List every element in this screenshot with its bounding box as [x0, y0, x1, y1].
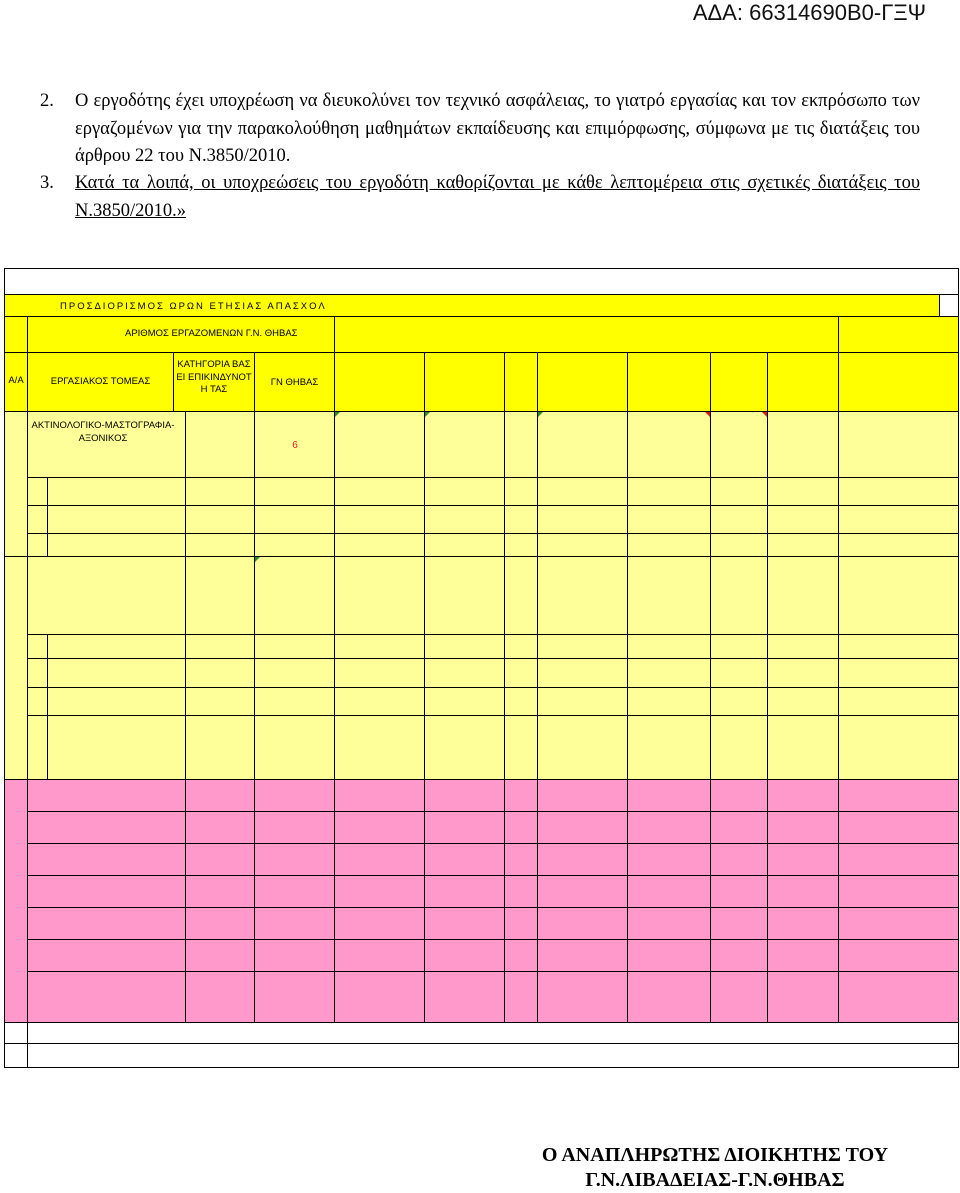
grid-line	[27, 533, 958, 534]
grid-line	[4, 268, 5, 1068]
grid-line	[4, 316, 958, 317]
comment-marker	[335, 412, 340, 417]
grid-line	[710, 352, 711, 1022]
row-sector: ΑΚΤΙΝΟΛΟΓΙΚΟ-ΜΑΣΤΟΓΡΑΦΙΑ-ΑΞΟΝΙΚΟΣ	[31, 420, 175, 444]
paragraph-text: Κατά τα λοιπά, οι υποχρεώσεις του εργοδότη καθορίζονται με κάθε λεπτομέρεια στις σχετικές διατάξεις του Ν.3850/2010.»	[75, 173, 920, 221]
grid-line	[27, 634, 958, 635]
grid-line	[27, 352, 28, 1067]
grid-line	[4, 294, 958, 295]
paragraph-number: 3.	[40, 173, 54, 193]
table-subtitle: ΑΡΙΘΜΟΣ ΕΡΓΑΖΟΜΕΝΩΝ Γ.Ν. ΘΗΒΑΣ	[125, 328, 298, 339]
grid-line	[47, 477, 48, 556]
comment-marker	[538, 412, 543, 417]
grid-line	[627, 352, 628, 1022]
grid-line	[4, 1043, 958, 1044]
row-value: 6	[292, 440, 298, 451]
comment-marker	[705, 412, 710, 417]
grid-line	[173, 352, 174, 411]
grid-line	[27, 971, 958, 972]
grid-line	[27, 477, 958, 478]
grid-line	[27, 875, 958, 876]
header-hospital: ΓΝ ΘΗΒΑΣ	[270, 377, 319, 388]
grid-line	[27, 658, 958, 659]
grid-line	[185, 411, 186, 1022]
grid-line	[27, 505, 958, 506]
band-light-yellow	[4, 411, 958, 779]
ada-code: ΑΔΑ: 66314690Β0-ΓΞΨ	[692, 0, 926, 25]
table-title: ΠΡΟΣΔΙΟΡΙΣΜΟΣ ΩΡΩΝ ΕΤΗΣΙΑΣ ΑΠΑΣΧΟΛ	[60, 301, 327, 312]
grid-line	[27, 316, 28, 352]
grid-line	[838, 316, 839, 1022]
grid-line	[27, 907, 958, 908]
grid-line	[27, 715, 958, 716]
grid-line	[27, 687, 958, 688]
grid-line	[767, 352, 768, 1022]
grid-line	[4, 1022, 958, 1023]
band-pink	[4, 779, 958, 1022]
header-sector: ΕΡΓΑΣΙΑΚΟΣ ΤΟΜΕΑΣ	[50, 376, 151, 387]
paragraph-text: Ο εργοδότης έχει υποχρέωση να διευκολύνει τον τεχνικό ασφάλειας, το γιατρό εργασίας και τον εκπρόσωπο των εργαζομένων για την παρακολούθηση μαθημάτων εκπαίδευσης και επιμόρφωσης, σύμφωνα με τις διατάξεις του άρθρου 22 του Ν.3850/2010.	[75, 91, 920, 166]
comment-marker	[762, 412, 767, 417]
grid-line	[4, 1067, 958, 1068]
grid-line	[334, 316, 335, 1022]
signature-line-2: Γ.Ν.ΛΙΒΑΔΕΙΑΣ-Γ.Ν.ΘΗΒΑΣ	[585, 1169, 845, 1191]
header-aa: Α/Α	[8, 375, 24, 386]
grid-line	[504, 352, 505, 1022]
grid-line	[537, 352, 538, 1022]
grid-line	[47, 634, 48, 779]
grid-line	[4, 268, 958, 269]
grid-line	[27, 939, 958, 940]
grid-line	[4, 556, 958, 557]
grid-line	[4, 352, 958, 353]
grid-line	[939, 294, 940, 316]
signature-line-1: Ο ΑΝΑΠΛΗΡΩΤΗΣ ΔΙΟΙΚΗΤΗΣ ΤΟΥ	[541, 1144, 889, 1166]
grid-line	[958, 268, 959, 1068]
grid-line	[27, 843, 958, 844]
grid-line	[4, 411, 958, 412]
comment-marker	[255, 557, 260, 562]
band-white-bottom	[4, 1022, 958, 1067]
header-category: ΚΑΤΗΓΟΡΙΑ ΒΑΣΕΙ ΕΠΙΚΙΝΔΥΝΟΤΗ ΤΑΣ	[176, 359, 252, 395]
grid-line	[27, 811, 958, 812]
grid-line	[254, 352, 255, 1022]
grid-line	[4, 779, 958, 780]
grid-line	[424, 352, 425, 1022]
comment-marker	[425, 412, 430, 417]
paragraph-number: 2.	[40, 91, 54, 111]
